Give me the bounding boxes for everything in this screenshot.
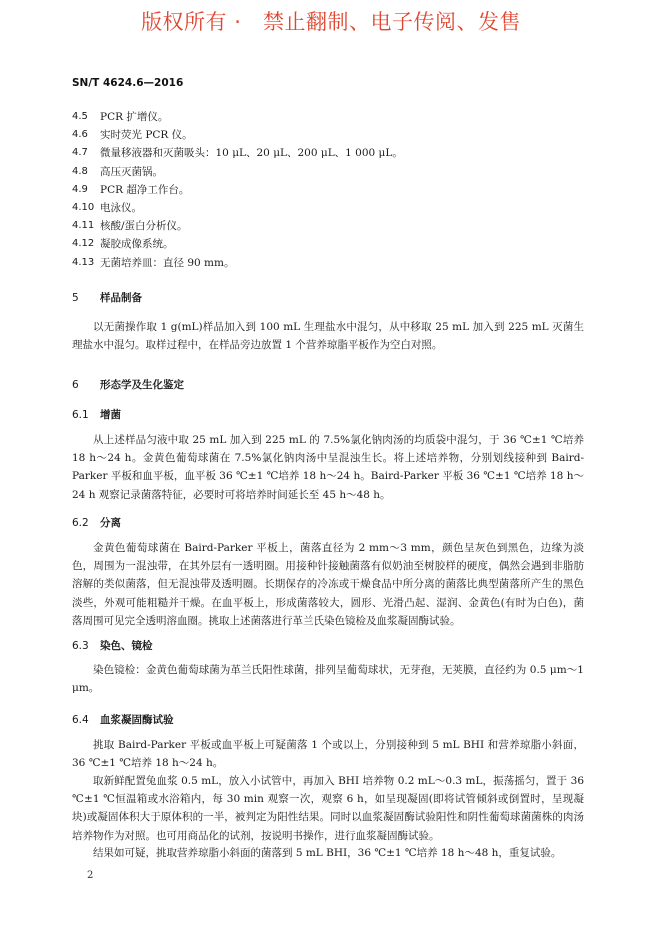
coagulase-paragraph-2: 取新鲜配置兔血浆 0.5 mL，放入小试管中，再加入 BHI 培养物 0.2 mL～0.3 mL，振荡摇匀，置于 36 ℃±1 ℃恒温箱或水浴箱内，每 30 min 观察一次，观察 6 h，如呈现凝固(即将试管倾斜或倒置时，呈现凝块)或凝固体积大于原体积的一半，被判定为阳性结果。同时以血浆凝固酶试验阳性和阴性葡萄球菌菌株的肉汤培养物作为对照。也可用商品化的试剂，按说明书操作，进行血浆凝固酶试验。 <box>72 775 584 842</box>
section-number: 6 <box>72 379 79 391</box>
list-item-text: 无菌培养皿：直径 90 mm。 <box>100 256 235 269</box>
list-item-text: 核酸/蛋白分析仪。 <box>100 220 188 233</box>
section-number: 5 <box>72 292 79 304</box>
list-item-text: PCR 扩增仪。 <box>100 111 169 123</box>
section-heading-6-2 <box>72 515 121 530</box>
list-item <box>72 144 592 162</box>
coagulase-paragraph-3: 结果如可疑，挑取营养琼脂小斜面的菌落到 5 mL BHI，36 ℃±1 ℃培养 18 h～48 h，重复试验。 <box>93 847 562 859</box>
section-title: 血浆凝固酶试验 <box>100 714 174 726</box>
section-title: 增菌 <box>100 409 121 421</box>
list-item-number: 4.9 <box>72 183 88 195</box>
section-heading-5 <box>72 290 142 305</box>
page-number: 2 <box>87 870 94 881</box>
list-item-text: 微量移液器和灭菌吸头：10 μL、20 μL、200 μL、1 000 μL。 <box>100 147 403 160</box>
standard-code: SN/T 4624.6—2016 <box>72 77 184 89</box>
equipment-list <box>72 108 592 272</box>
section-number: 6.2 <box>72 517 89 529</box>
list-item <box>72 126 592 144</box>
list-item-number: 4.6 <box>72 129 88 141</box>
list-item-number: 4.11 <box>72 220 95 232</box>
list-item-number: 4.12 <box>72 238 95 250</box>
list-item-text: 电泳仪。 <box>100 202 142 215</box>
list-item-number: 4.7 <box>72 147 88 159</box>
list-item-text: PCR 超净工作台。 <box>100 183 190 196</box>
section-number: 6.4 <box>72 714 89 726</box>
section-number: 6.3 <box>72 640 89 652</box>
list-item <box>72 235 592 253</box>
list-item <box>72 181 592 199</box>
section-title: 染色、镜检 <box>100 640 153 652</box>
section-title: 分离 <box>100 517 121 529</box>
staining-paragraph: 染色镜检：金黄色葡萄球菌为革兰氏阳性球菌，排列呈葡萄球状，无芽孢，无荚膜，直径约为 0.5 μm～1 μm。 <box>72 664 584 695</box>
list-item <box>72 108 592 126</box>
section-title: 样品制备 <box>100 292 142 304</box>
list-item-number: 4.10 <box>72 202 95 214</box>
list-item-text: 实时荧光 PCR 仪。 <box>100 129 193 142</box>
list-item <box>72 163 592 181</box>
section-number: 6.1 <box>72 409 89 421</box>
enrichment-paragraph: 从上述样品匀液中取 25 mL 加入到 225 mL 的 7.5%氯化钠肉汤的均质袋中混匀，于 36 ℃±1 ℃培养 18 h～24 h。金黄色葡萄球菌在 7.5%氯化钠肉汤中呈混浊生长。将上述培养物，分别划线接种到 Baird-Parker 平板和血平板，血平板 36 ℃±1 ℃培养 18 h～24 h。Baird-Parker 平板 36 ℃±1 ℃培养 18 h～24 h 观察记录菌落特征，必要时可将培养时间延长至 45 h～48 h。 <box>72 434 584 501</box>
section-heading-6 <box>72 377 184 392</box>
list-item <box>72 199 592 217</box>
list-item-number: 4.5 <box>72 111 88 122</box>
section-heading-6-3 <box>72 638 153 653</box>
section-heading-6-4 <box>72 712 174 727</box>
list-item-text: 高压灭菌锅。 <box>100 165 163 178</box>
list-item-number: 4.8 <box>72 165 88 177</box>
copyright-watermark: 版权所有 · 禁止翻制、电子传阅、发售 <box>141 10 521 34</box>
coagulase-paragraph-1: 挑取 Baird-Parker 平板或血平板上可疑菌落 1 个或以上，分别接种到 5 mL BHI 和营养琼脂小斜面，36 ℃±1 ℃培养 18 h～24 h。 <box>72 739 584 770</box>
sample-prep-paragraph: 以无菌操作取 1 g(mL)样品加入到 100 mL 生理盐水中混匀，从中移取 25 mL 加入到 225 mL 灭菌生理盐水中混匀。取样过程中，在样品旁边放置 1 个营养琼脂平板作为空白对照。 <box>72 321 584 352</box>
list-item-text: 凝胶成像系统。 <box>100 238 174 251</box>
list-item <box>72 217 592 235</box>
section-heading-6-1 <box>72 407 121 422</box>
section-title: 形态学及生化鉴定 <box>100 379 184 391</box>
list-item-number: 4.13 <box>72 256 95 268</box>
isolation-paragraph: 金黄色葡萄球菌在 Baird-Parker 平板上，菌落直径为 2 mm～3 mm，颜色呈灰色到黑色，边缘为淡色，周围为一混浊带，在其外层有一透明圈。用接种针接触菌落有似奶油至树胶样的硬度，偶然会遇到非脂肪溶解的类似菌落，但无混浊带及透明圈。长期保存的冷冻或干燥食品中所分离的菌落比典型菌落所产生的黑色淡些，外观可能粗糙并干燥。在血平板上，形成菌落较大，圆形、光滑凸起、湿润、金黄色(有时为白色)，菌落周围可见完全透明溶血圈。挑取上述菌落进行革兰氏染色镜检及血浆凝固酶试验。 <box>72 542 584 627</box>
list-item <box>72 254 592 272</box>
